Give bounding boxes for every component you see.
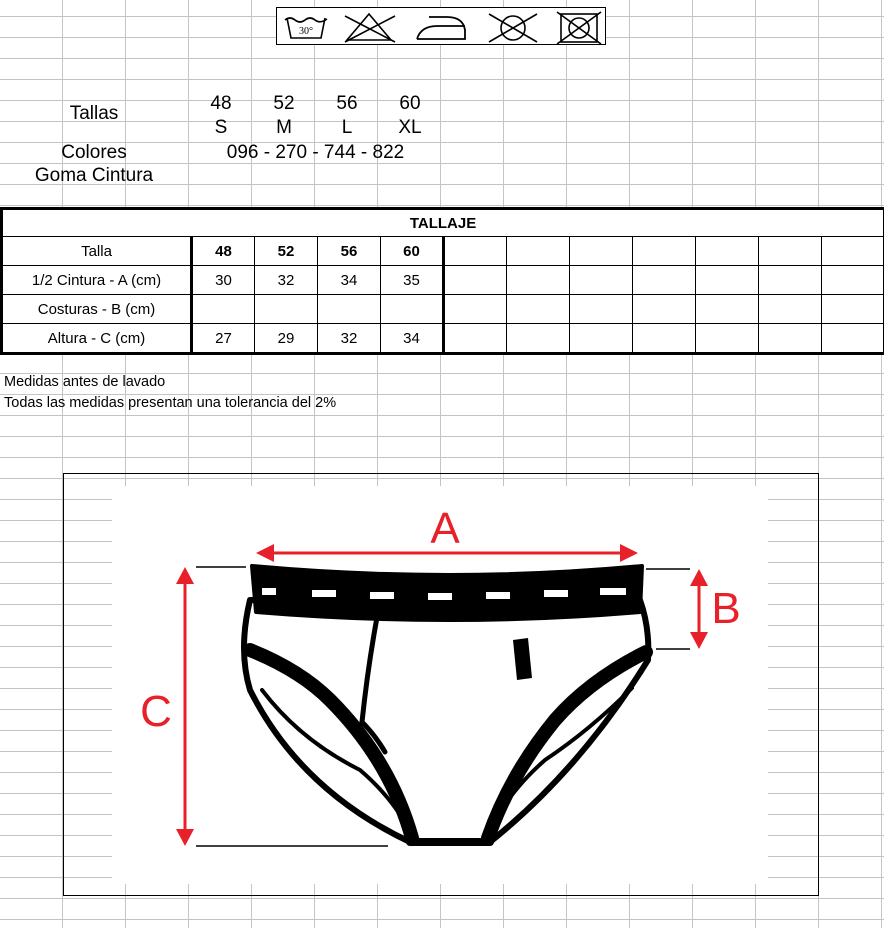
table-cell: 27 [192,324,255,354]
table-cell: 32 [318,324,381,354]
size-num-60: 60 [399,93,421,114]
table-cell: 29 [255,324,318,354]
measure-c-label: C [140,687,172,736]
row-label: Costuras - B (cm) [2,295,192,324]
size-letter-l: L [341,117,353,138]
size-letter-xl: XL [398,117,422,138]
table-cell: 35 [381,266,444,295]
table-title: TALLAJE [2,209,884,237]
row-label: Talla [2,237,192,266]
size-num-52: 52 [273,93,295,114]
goma-cintura-label: Goma Cintura [34,165,154,186]
size-letter-s: S [214,117,228,138]
table-cell: 30 [192,266,255,295]
table-cell: 56 [318,237,381,266]
table-cell: 60 [381,237,444,266]
table-cell: 52 [255,237,318,266]
colores-label: Colores [61,142,127,163]
measure-b-label: B [711,584,741,633]
size-num-56: 56 [336,93,358,114]
measure-a-label: A [430,504,460,553]
table-cell: 48 [192,237,255,266]
tallas-label: Tallas [69,103,119,124]
note-before-wash: Medidas antes de lavado [4,374,166,390]
table-cell: 34 [318,266,381,295]
row-label: Altura - C (cm) [2,324,192,354]
briefs-illustration [244,566,648,842]
colores-value: 096 - 270 - 744 - 822 [226,142,405,163]
measure-b-arrow [646,569,708,649]
table-cell: 32 [255,266,318,295]
wash-temperature: 30° [299,26,313,37]
size-num-48: 48 [210,93,232,114]
table-cell: 34 [381,324,444,354]
size-letter-m: M [276,117,292,138]
note-tolerance: Todas las medidas presentan una tolerancia del 2% [4,395,337,411]
row-label: 1/2 Cintura - A (cm) [2,266,192,295]
